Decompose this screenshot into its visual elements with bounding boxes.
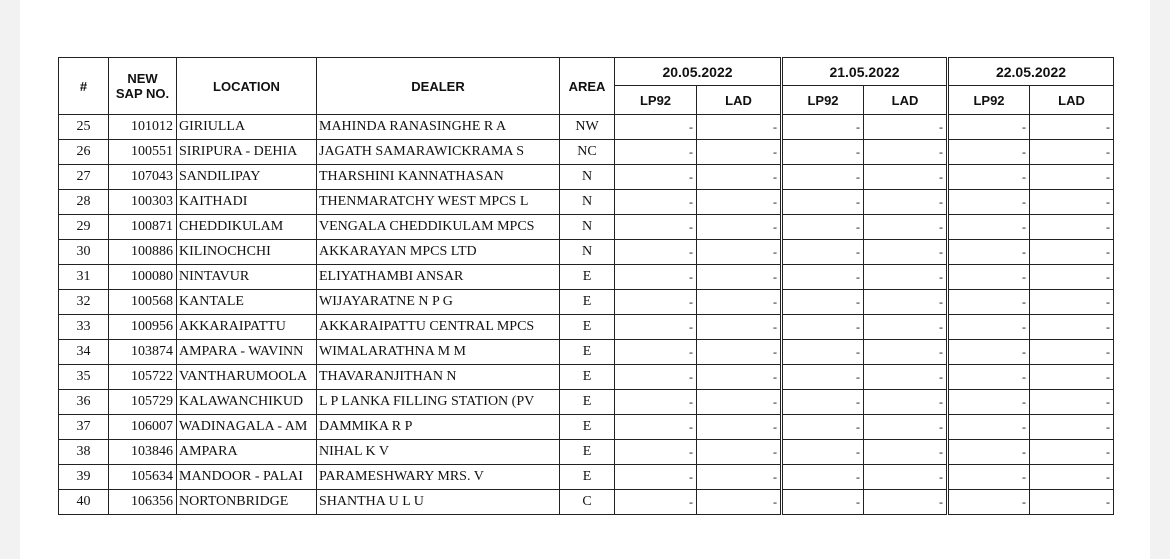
value-lp92-day1: - xyxy=(615,115,697,140)
dealer-cell: VENGALA CHEDDIKULAM MPCS xyxy=(317,215,560,240)
value-lp92-day3: - xyxy=(948,165,1030,190)
row-number: 25 xyxy=(59,115,109,140)
dealer-cell: JAGATH SAMARAWICKRAMA S xyxy=(317,140,560,165)
location-cell: KAITHADI xyxy=(177,190,317,215)
header-lad-1: LAD xyxy=(697,86,782,115)
value-lp92-day3: - xyxy=(948,340,1030,365)
dealer-cell: SHANTHA U L U xyxy=(317,490,560,515)
table-row xyxy=(59,290,1114,315)
value-lp92-day3: - xyxy=(948,115,1030,140)
value-lp92-day2: - xyxy=(782,290,864,315)
location-cell: MANDOOR - PALAI xyxy=(177,465,317,490)
value-lad-day1: - xyxy=(697,315,782,340)
area-cell: N xyxy=(560,240,615,265)
row-number: 35 xyxy=(59,365,109,390)
value-lad-day1: - xyxy=(697,365,782,390)
area-cell: C xyxy=(560,490,615,515)
value-lp92-day2: - xyxy=(782,465,864,490)
value-lad-day1: - xyxy=(697,290,782,315)
value-lp92-day1: - xyxy=(615,390,697,415)
value-lad-day3: - xyxy=(1030,115,1114,140)
dealer-cell: NIHAL K V xyxy=(317,440,560,465)
value-lad-day2: - xyxy=(864,340,948,365)
value-lad-day2: - xyxy=(864,390,948,415)
dealer-cell: MAHINDA RANASINGHE R A xyxy=(317,115,560,140)
sap-number: 100551 xyxy=(109,140,177,165)
value-lad-day2: - xyxy=(864,140,948,165)
location-cell: AMPARA xyxy=(177,440,317,465)
value-lad-day1: - xyxy=(697,115,782,140)
row-number: 29 xyxy=(59,215,109,240)
location-cell: AKKARAIPATTU xyxy=(177,315,317,340)
header-date-3: 22.05.2022 xyxy=(948,58,1114,86)
area-cell: E xyxy=(560,415,615,440)
value-lad-day2: - xyxy=(864,415,948,440)
value-lad-day3: - xyxy=(1030,340,1114,365)
value-lad-day3: - xyxy=(1030,440,1114,465)
value-lp92-day3: - xyxy=(948,265,1030,290)
header-area: AREA xyxy=(560,58,615,115)
value-lad-day2: - xyxy=(864,440,948,465)
value-lp92-day2: - xyxy=(782,340,864,365)
value-lp92-day3: - xyxy=(948,390,1030,415)
value-lad-day3: - xyxy=(1030,290,1114,315)
value-lad-day1: - xyxy=(697,440,782,465)
area-cell: NC xyxy=(560,140,615,165)
row-number: 28 xyxy=(59,190,109,215)
value-lad-day1: - xyxy=(697,415,782,440)
location-cell: AMPARA - WAVINN xyxy=(177,340,317,365)
value-lp92-day3: - xyxy=(948,215,1030,240)
value-lad-day1: - xyxy=(697,215,782,240)
header-lad-3: LAD xyxy=(1030,86,1114,115)
value-lp92-day2: - xyxy=(782,190,864,215)
sap-number: 101012 xyxy=(109,115,177,140)
header-sap-line2: SAP NO. xyxy=(115,86,170,101)
table-row xyxy=(59,340,1114,365)
value-lad-day2: - xyxy=(864,315,948,340)
value-lad-day1: - xyxy=(697,240,782,265)
table-row xyxy=(59,190,1114,215)
row-number: 33 xyxy=(59,315,109,340)
document-page xyxy=(20,0,1150,559)
dealer-cell: AKKARAIPATTU CENTRAL MPCS xyxy=(317,315,560,340)
value-lp92-day3: - xyxy=(948,140,1030,165)
location-cell: GIRIULLA xyxy=(177,115,317,140)
sap-number: 106356 xyxy=(109,490,177,515)
value-lad-day1: - xyxy=(697,340,782,365)
value-lad-day3: - xyxy=(1030,240,1114,265)
table-body xyxy=(59,115,1114,515)
value-lad-day2: - xyxy=(864,265,948,290)
dealer-cell: L P LANKA FILLING STATION (PV xyxy=(317,390,560,415)
area-cell: E xyxy=(560,340,615,365)
value-lad-day2: - xyxy=(864,215,948,240)
value-lp92-day1: - xyxy=(615,440,697,465)
value-lad-day1: - xyxy=(697,165,782,190)
sap-number: 105722 xyxy=(109,365,177,390)
row-number: 38 xyxy=(59,440,109,465)
header-location: LOCATION xyxy=(177,58,317,115)
row-number: 39 xyxy=(59,465,109,490)
value-lp92-day1: - xyxy=(615,190,697,215)
area-cell: N xyxy=(560,165,615,190)
table-row xyxy=(59,465,1114,490)
value-lp92-day2: - xyxy=(782,265,864,290)
sap-number: 107043 xyxy=(109,165,177,190)
row-number: 27 xyxy=(59,165,109,190)
value-lad-day3: - xyxy=(1030,490,1114,515)
value-lad-day2: - xyxy=(864,165,948,190)
value-lp92-day1: - xyxy=(615,165,697,190)
value-lp92-day3: - xyxy=(948,415,1030,440)
value-lp92-day3: - xyxy=(948,440,1030,465)
sap-number: 105634 xyxy=(109,465,177,490)
header-sap-line1: NEW xyxy=(127,71,158,86)
value-lp92-day3: - xyxy=(948,315,1030,340)
sap-number: 105729 xyxy=(109,390,177,415)
value-lad-day3: - xyxy=(1030,415,1114,440)
table-row xyxy=(59,240,1114,265)
dealer-cell: THAVARANJITHAN N xyxy=(317,365,560,390)
row-number: 30 xyxy=(59,240,109,265)
value-lad-day1: - xyxy=(697,265,782,290)
value-lp92-day2: - xyxy=(782,390,864,415)
area-cell: E xyxy=(560,265,615,290)
value-lad-day3: - xyxy=(1030,315,1114,340)
dealer-cell: ELIYATHAMBI ANSAR xyxy=(317,265,560,290)
row-number: 32 xyxy=(59,290,109,315)
area-cell: NW xyxy=(560,115,615,140)
location-cell: VANTHARUMOOLA xyxy=(177,365,317,390)
value-lad-day2: - xyxy=(864,190,948,215)
dealer-cell: WIMALARATHNA M M xyxy=(317,340,560,365)
dealer-cell: WIJAYARATNE N P G xyxy=(317,290,560,315)
sap-number: 100568 xyxy=(109,290,177,315)
area-cell: E xyxy=(560,465,615,490)
table-row xyxy=(59,440,1114,465)
table-row xyxy=(59,390,1114,415)
location-cell: KANTALE xyxy=(177,290,317,315)
sap-number: 106007 xyxy=(109,415,177,440)
value-lp92-day1: - xyxy=(615,490,697,515)
header-lp92-3: LP92 xyxy=(948,86,1030,115)
sap-number: 100886 xyxy=(109,240,177,265)
dealer-cell: DAMMIKA R P xyxy=(317,415,560,440)
value-lad-day3: - xyxy=(1030,265,1114,290)
row-number: 31 xyxy=(59,265,109,290)
area-cell: E xyxy=(560,315,615,340)
header-lp92-1: LP92 xyxy=(615,86,697,115)
value-lad-day2: - xyxy=(864,365,948,390)
row-number: 40 xyxy=(59,490,109,515)
value-lp92-day3: - xyxy=(948,240,1030,265)
location-cell: SIRIPURA - DEHIA xyxy=(177,140,317,165)
value-lp92-day2: - xyxy=(782,365,864,390)
value-lp92-day1: - xyxy=(615,215,697,240)
value-lp92-day2: - xyxy=(782,440,864,465)
dealer-cell: AKKARAYAN MPCS LTD xyxy=(317,240,560,265)
value-lad-day1: - xyxy=(697,190,782,215)
table-row xyxy=(59,315,1114,340)
area-cell: E xyxy=(560,440,615,465)
area-cell: N xyxy=(560,215,615,240)
sap-number: 100956 xyxy=(109,315,177,340)
fuel-stock-table xyxy=(58,57,1114,515)
table-row xyxy=(59,265,1114,290)
table-row xyxy=(59,215,1114,240)
value-lp92-day2: - xyxy=(782,215,864,240)
table-row xyxy=(59,415,1114,440)
value-lad-day3: - xyxy=(1030,140,1114,165)
dealer-cell: THARSHINI KANNATHASAN xyxy=(317,165,560,190)
value-lp92-day3: - xyxy=(948,365,1030,390)
value-lad-day2: - xyxy=(864,465,948,490)
value-lp92-day1: - xyxy=(615,265,697,290)
header-dealer: DEALER xyxy=(317,58,560,115)
value-lad-day1: - xyxy=(697,390,782,415)
header-date-1: 20.05.2022 xyxy=(615,58,782,86)
value-lad-day2: - xyxy=(864,490,948,515)
location-cell: WADINAGALA - AM xyxy=(177,415,317,440)
sap-number: 100871 xyxy=(109,215,177,240)
value-lp92-day2: - xyxy=(782,140,864,165)
value-lad-day1: - xyxy=(697,140,782,165)
table-row xyxy=(59,365,1114,390)
value-lp92-day3: - xyxy=(948,490,1030,515)
header-lad-2: LAD xyxy=(864,86,948,115)
sap-number: 103846 xyxy=(109,440,177,465)
value-lp92-day2: - xyxy=(782,490,864,515)
value-lp92-day2: - xyxy=(782,115,864,140)
value-lad-day3: - xyxy=(1030,390,1114,415)
row-number: 26 xyxy=(59,140,109,165)
location-cell: KILINOCHCHI xyxy=(177,240,317,265)
value-lad-day1: - xyxy=(697,465,782,490)
value-lad-day3: - xyxy=(1030,365,1114,390)
location-cell: KALAWANCHIKUD xyxy=(177,390,317,415)
value-lp92-day2: - xyxy=(782,240,864,265)
value-lp92-day1: - xyxy=(615,465,697,490)
header-date-2: 21.05.2022 xyxy=(782,58,948,86)
row-number: 34 xyxy=(59,340,109,365)
table-row xyxy=(59,140,1114,165)
header-lp92-2: LP92 xyxy=(782,86,864,115)
table-row xyxy=(59,490,1114,515)
value-lad-day3: - xyxy=(1030,215,1114,240)
value-lad-day2: - xyxy=(864,115,948,140)
value-lp92-day1: - xyxy=(615,240,697,265)
value-lp92-day3: - xyxy=(948,465,1030,490)
location-cell: NORTONBRIDGE xyxy=(177,490,317,515)
value-lp92-day3: - xyxy=(948,290,1030,315)
value-lad-day1: - xyxy=(697,490,782,515)
value-lp92-day2: - xyxy=(782,415,864,440)
value-lad-day3: - xyxy=(1030,465,1114,490)
location-cell: NINTAVUR xyxy=(177,265,317,290)
value-lad-day2: - xyxy=(864,290,948,315)
value-lad-day3: - xyxy=(1030,165,1114,190)
sap-number: 103874 xyxy=(109,340,177,365)
header-sap xyxy=(109,58,177,115)
location-cell: SANDILIPAY xyxy=(177,165,317,190)
value-lp92-day2: - xyxy=(782,165,864,190)
sap-number: 100303 xyxy=(109,190,177,215)
value-lp92-day1: - xyxy=(615,315,697,340)
value-lp92-day1: - xyxy=(615,340,697,365)
row-number: 37 xyxy=(59,415,109,440)
value-lp92-day2: - xyxy=(782,315,864,340)
value-lp92-day1: - xyxy=(615,415,697,440)
table-row xyxy=(59,165,1114,190)
row-number: 36 xyxy=(59,390,109,415)
location-cell: CHEDDIKULAM xyxy=(177,215,317,240)
value-lp92-day1: - xyxy=(615,140,697,165)
area-cell: E xyxy=(560,390,615,415)
sap-number: 100080 xyxy=(109,265,177,290)
value-lp92-day1: - xyxy=(615,365,697,390)
area-cell: N xyxy=(560,190,615,215)
table-row xyxy=(59,115,1114,140)
dealer-cell: THENMARATCHY WEST MPCS L xyxy=(317,190,560,215)
value-lp92-day1: - xyxy=(615,290,697,315)
area-cell: E xyxy=(560,290,615,315)
value-lp92-day3: - xyxy=(948,190,1030,215)
header-num: # xyxy=(59,58,109,115)
dealer-cell: PARAMESHWARY MRS. V xyxy=(317,465,560,490)
value-lad-day3: - xyxy=(1030,190,1114,215)
value-lad-day2: - xyxy=(864,240,948,265)
area-cell: E xyxy=(560,365,615,390)
